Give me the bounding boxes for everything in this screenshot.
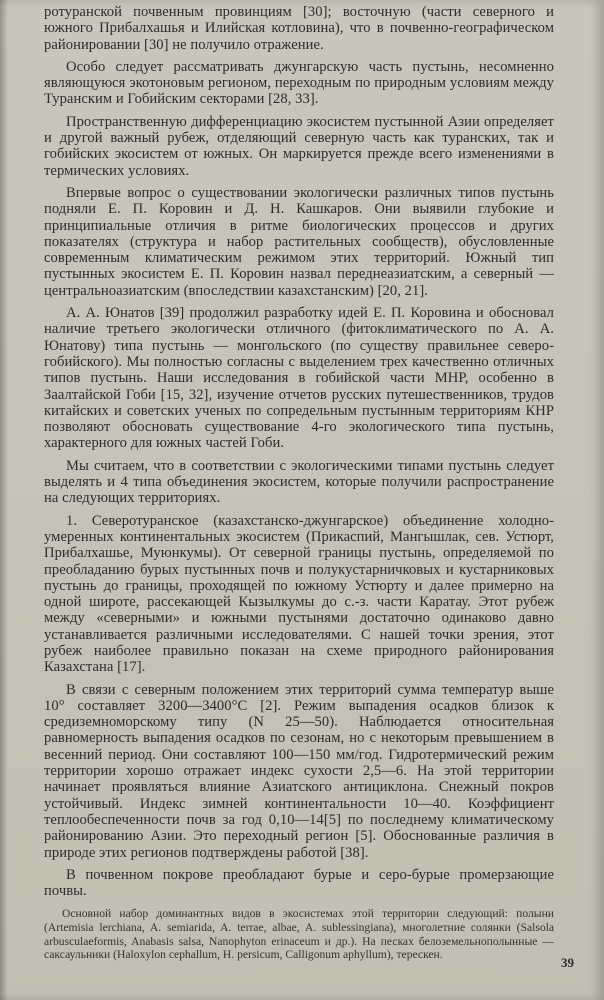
paragraph-9: В почвенном покрове преобладают бурые и серо-бурые промерзающие почвы. <box>44 866 554 900</box>
paragraph-8: В связи с северным положением этих территорий сумма температур выше 10° составляет 3200—3400°С [2]. Режим выпадения осадков близок к средиземноморскому типу (N 25—50). Наблюдается относительная равномерность выпадения осадков по сезонам, но с некоторым превышением в весенний период. Они составляют 100—150 мм/год. Гидротермический режим территории хорошо отражает индекс сухости 2,5—6. На этой территории начинает проявляться влияние Азиатского антициклона. Снежный покров устойчивый. Индекс зимней континентальности 10—40. Коэффициент теплообеспеченности почв за год 0,10—14[5] по последнему климатическому районированию Азии. Это переходный регион [5]. Обоснованные различия в природе этих регионов подтверждены работой [38]. <box>44 681 554 861</box>
footnote: Основной набор доминантных видов в экосистемах этой территории следующий: полыни (Artemisia lerchiana, A. semiarida, A. terrae, albae, A. sublessingiana), многолетние солянки (Salsola arbusculaeformis, Anabasis salsa, Nanophyton erinaceum и др.). На песках белоземельнополынные — саксаульники (Haloxylon cephallum, H. persicum, Calligonum aphyllum), терескен. <box>44 907 554 962</box>
page-body <box>44 4 554 962</box>
paragraph-5: А. А. Юнатов [39] продолжил разработку идей Е. П. Коровина и обосновал наличие третьего экологически отличного (фитоклиматического по А. А. Юнатову) типа пустынь — монгольского (по существу правильнее северо-гобийского). Мы полностью согласны с выделением трех качественно отличных типов пустынь. Наши исследования в гобийской части МНР, особенно в Заалтайской Гоби [15, 32], изучение отчетов русских путешественников, трудов китайских и советских ученых по сопредельным пустынным территориям КНР позволяют обосновать существование 4-го экологического типа пустынь, характерного для южных частей Гоби. <box>44 305 554 452</box>
paragraph-2: Особо следует рассматривать джунгарскую часть пустынь, несомненно являющуюся экотоновым регионом, переходным по природным условиям между Туранским и Гобийским секторами [28, 33]. <box>44 58 554 108</box>
paragraph-3: Пространственную дифференциацию экосистем пустынной Азии определяет и другой важный рубеж, отделяющий северную часть как туранских, так и гобийских экосистем от южных. Он маркируется прежде всего изменениями в термических условиях. <box>44 113 554 179</box>
paragraph-6: Мы считаем, что в соответствии с экологическими типами пустынь следует выделять и 4 типа объединения экосистем, которые получили распространение на следующих территориях. <box>44 457 554 507</box>
paragraph-4: Впервые вопрос о существовании экологически различных типов пустынь подняли Е. П. Коровин и Д. Н. Кашкаров. Они выявили глубокие и принципиальные отличия в ритме биологических процессов и других показателях (структура и набор растительных сообществ), обусловленные современным климатическим режимом этих территорий. Южный тип пустынных экосистем Е. П. Коровин назвал переднеазиатским, а северный — центральноазиатским (впоследствии казахстанским) [20, 21]. <box>44 184 554 299</box>
page-number: 39 <box>561 955 574 970</box>
paragraph-1: ротуранской почвенным провинциям [30]; восточную (части северного и южного Прибалхашья и Илийская котловина), что в почвенно-географическом районировании [30] не получило отражение. <box>44 4 554 53</box>
page-edge-shadow <box>0 0 8 1000</box>
paragraph-7: 1. Северотуранское (казахстанско-джунгарское) объединение холодно-умеренных континентальных экосистем (Прикаспий, Мангышлак, сев. Устюрт, Прибалхашье, Муюнкумы). От северной границы пустынь, определяемой по преобладанию бурых пустынных почв и полукустарничковых и кустарниковых пустынь до границы, проходящей по южному Устюрту и далее примерно на одной широте, рассекающей Кызылкумы до с.-з. части Каратау. Этот рубеж между «северными» и южными пустынями достаточно одинаково давно устанавливается различными исследователями. С нашей точки зрения, этот рубеж наиболее правильно показан на схеме природного районирования Казахстана [17]. <box>44 512 554 676</box>
